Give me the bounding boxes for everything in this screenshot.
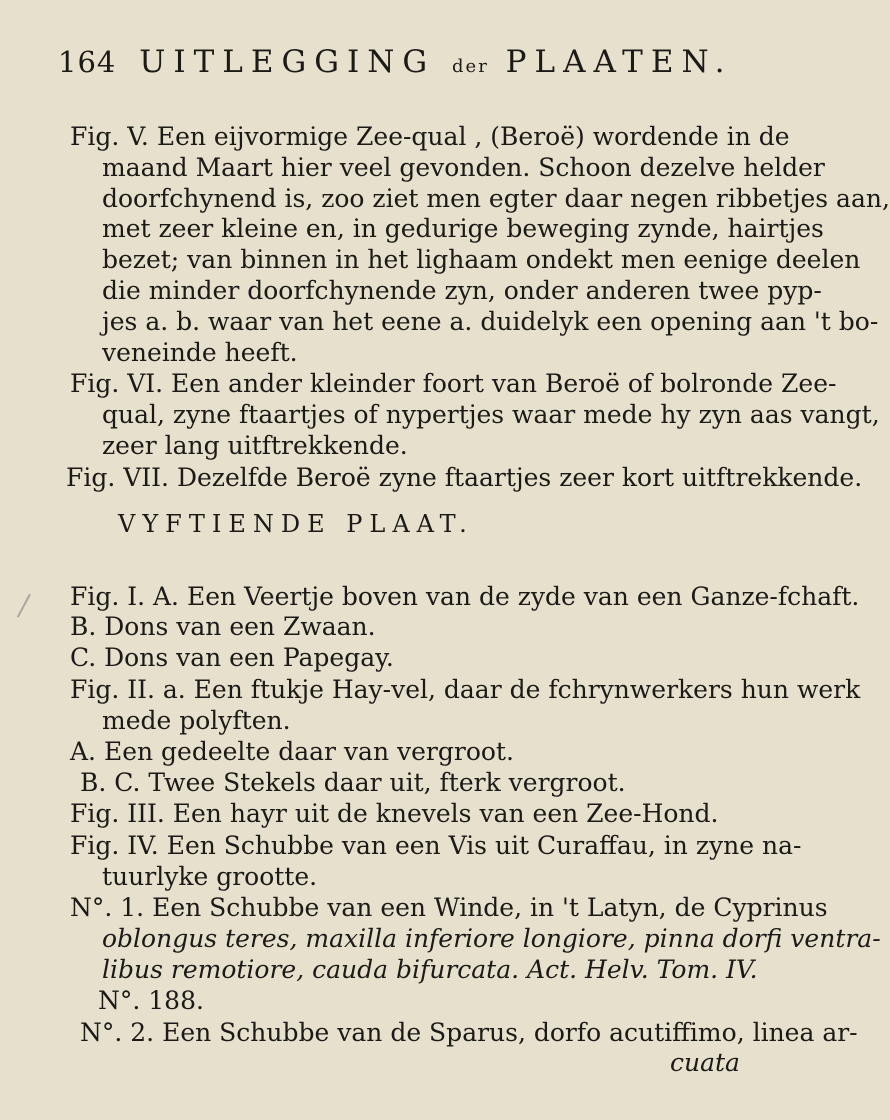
text-line: mede polyften. xyxy=(102,706,291,735)
text-line: oblongus teres, maxilla inferiore longiore, pinna dorfi ventra- xyxy=(102,924,881,953)
section-title: VYFTIENDE PLAAT. xyxy=(118,510,474,538)
text-line: N°. 2. Een Schubbe van de Sparus, dorfo acutiffimo, linea ar- xyxy=(80,1018,858,1047)
text-line: jes a. b. waar van het eene a. duidelyk een opening aan 't bo- xyxy=(102,307,879,336)
text-line: zeer lang uitftrekkende. xyxy=(102,431,408,460)
text-line: N°. 1. Een Schubbe van een Winde, in 't Latyn, de Cyprinus xyxy=(70,893,828,922)
text-line: C. Dons van een Papegay. xyxy=(70,643,394,672)
text-line: maand Maart hier veel gevonden. Schoon dezelve helder xyxy=(102,153,825,182)
text-line: Fig. II. a. Een ftukje Hay-vel, daar de fchrynwerkers hun werk xyxy=(70,675,861,704)
text-line: B. Dons van een Zwaan. xyxy=(70,612,376,641)
text-line: A. Een gedeelte daar van vergroot. xyxy=(70,737,514,766)
text-line: veneinde heeft. xyxy=(102,338,298,367)
text-line: tuurlyke grootte. xyxy=(102,862,318,891)
header-title-part1: UITLEGGING xyxy=(139,44,436,80)
page-header xyxy=(58,44,732,80)
text-line: Fig. IV. Een Schubbe van een Vis uit Curaffau, in zyne na- xyxy=(70,831,802,860)
text-line: qual, zyne ftaartjes of nypertjes waar mede hy zyn aas vangt, xyxy=(102,400,880,429)
text-line: Fig. I. A. Een Veertje boven van de zyde van een Ganze-fchaft. xyxy=(70,582,860,611)
text-line: N°. 188. xyxy=(98,986,204,1015)
text-line: met zeer kleine en, in gedurige beweging zynde, hairtjes xyxy=(102,214,824,243)
margin-mark xyxy=(17,594,43,624)
text-line: cuata xyxy=(670,1048,740,1077)
header-title-part2: PLAATEN. xyxy=(505,44,733,80)
text-line: bezet; van binnen in het lighaam ondekt men eenige deelen xyxy=(102,245,861,274)
page-number: 164 xyxy=(58,45,117,79)
text-line: Fig. V. Een eijvormige Zee-qual , (Beroë) wordende in de xyxy=(70,122,790,151)
text-line: libus remotiore, cauda bifurcata. Act. Helv. Tom. IV. xyxy=(102,955,758,984)
text-line: Fig. VI. Een ander kleinder foort van Beroë of bolronde Zee- xyxy=(70,369,837,398)
text-line: doorfchynend is, zoo ziet men egter daar negen ribbetjes aan, xyxy=(102,184,890,213)
text-line: die minder doorfchynende zyn, onder anderen twee pyp- xyxy=(102,276,822,305)
text-line: Fig. III. Een hayr uit de knevels van een Zee-Hond. xyxy=(70,799,719,828)
header-title-small: der xyxy=(452,56,489,77)
text-line: Fig. VII. Dezelfde Beroë zyne ftaartjes zeer kort uitftrekkende. xyxy=(66,463,863,492)
text-line: B. C. Twee Stekels daar uit, fterk vergroot. xyxy=(80,768,626,797)
